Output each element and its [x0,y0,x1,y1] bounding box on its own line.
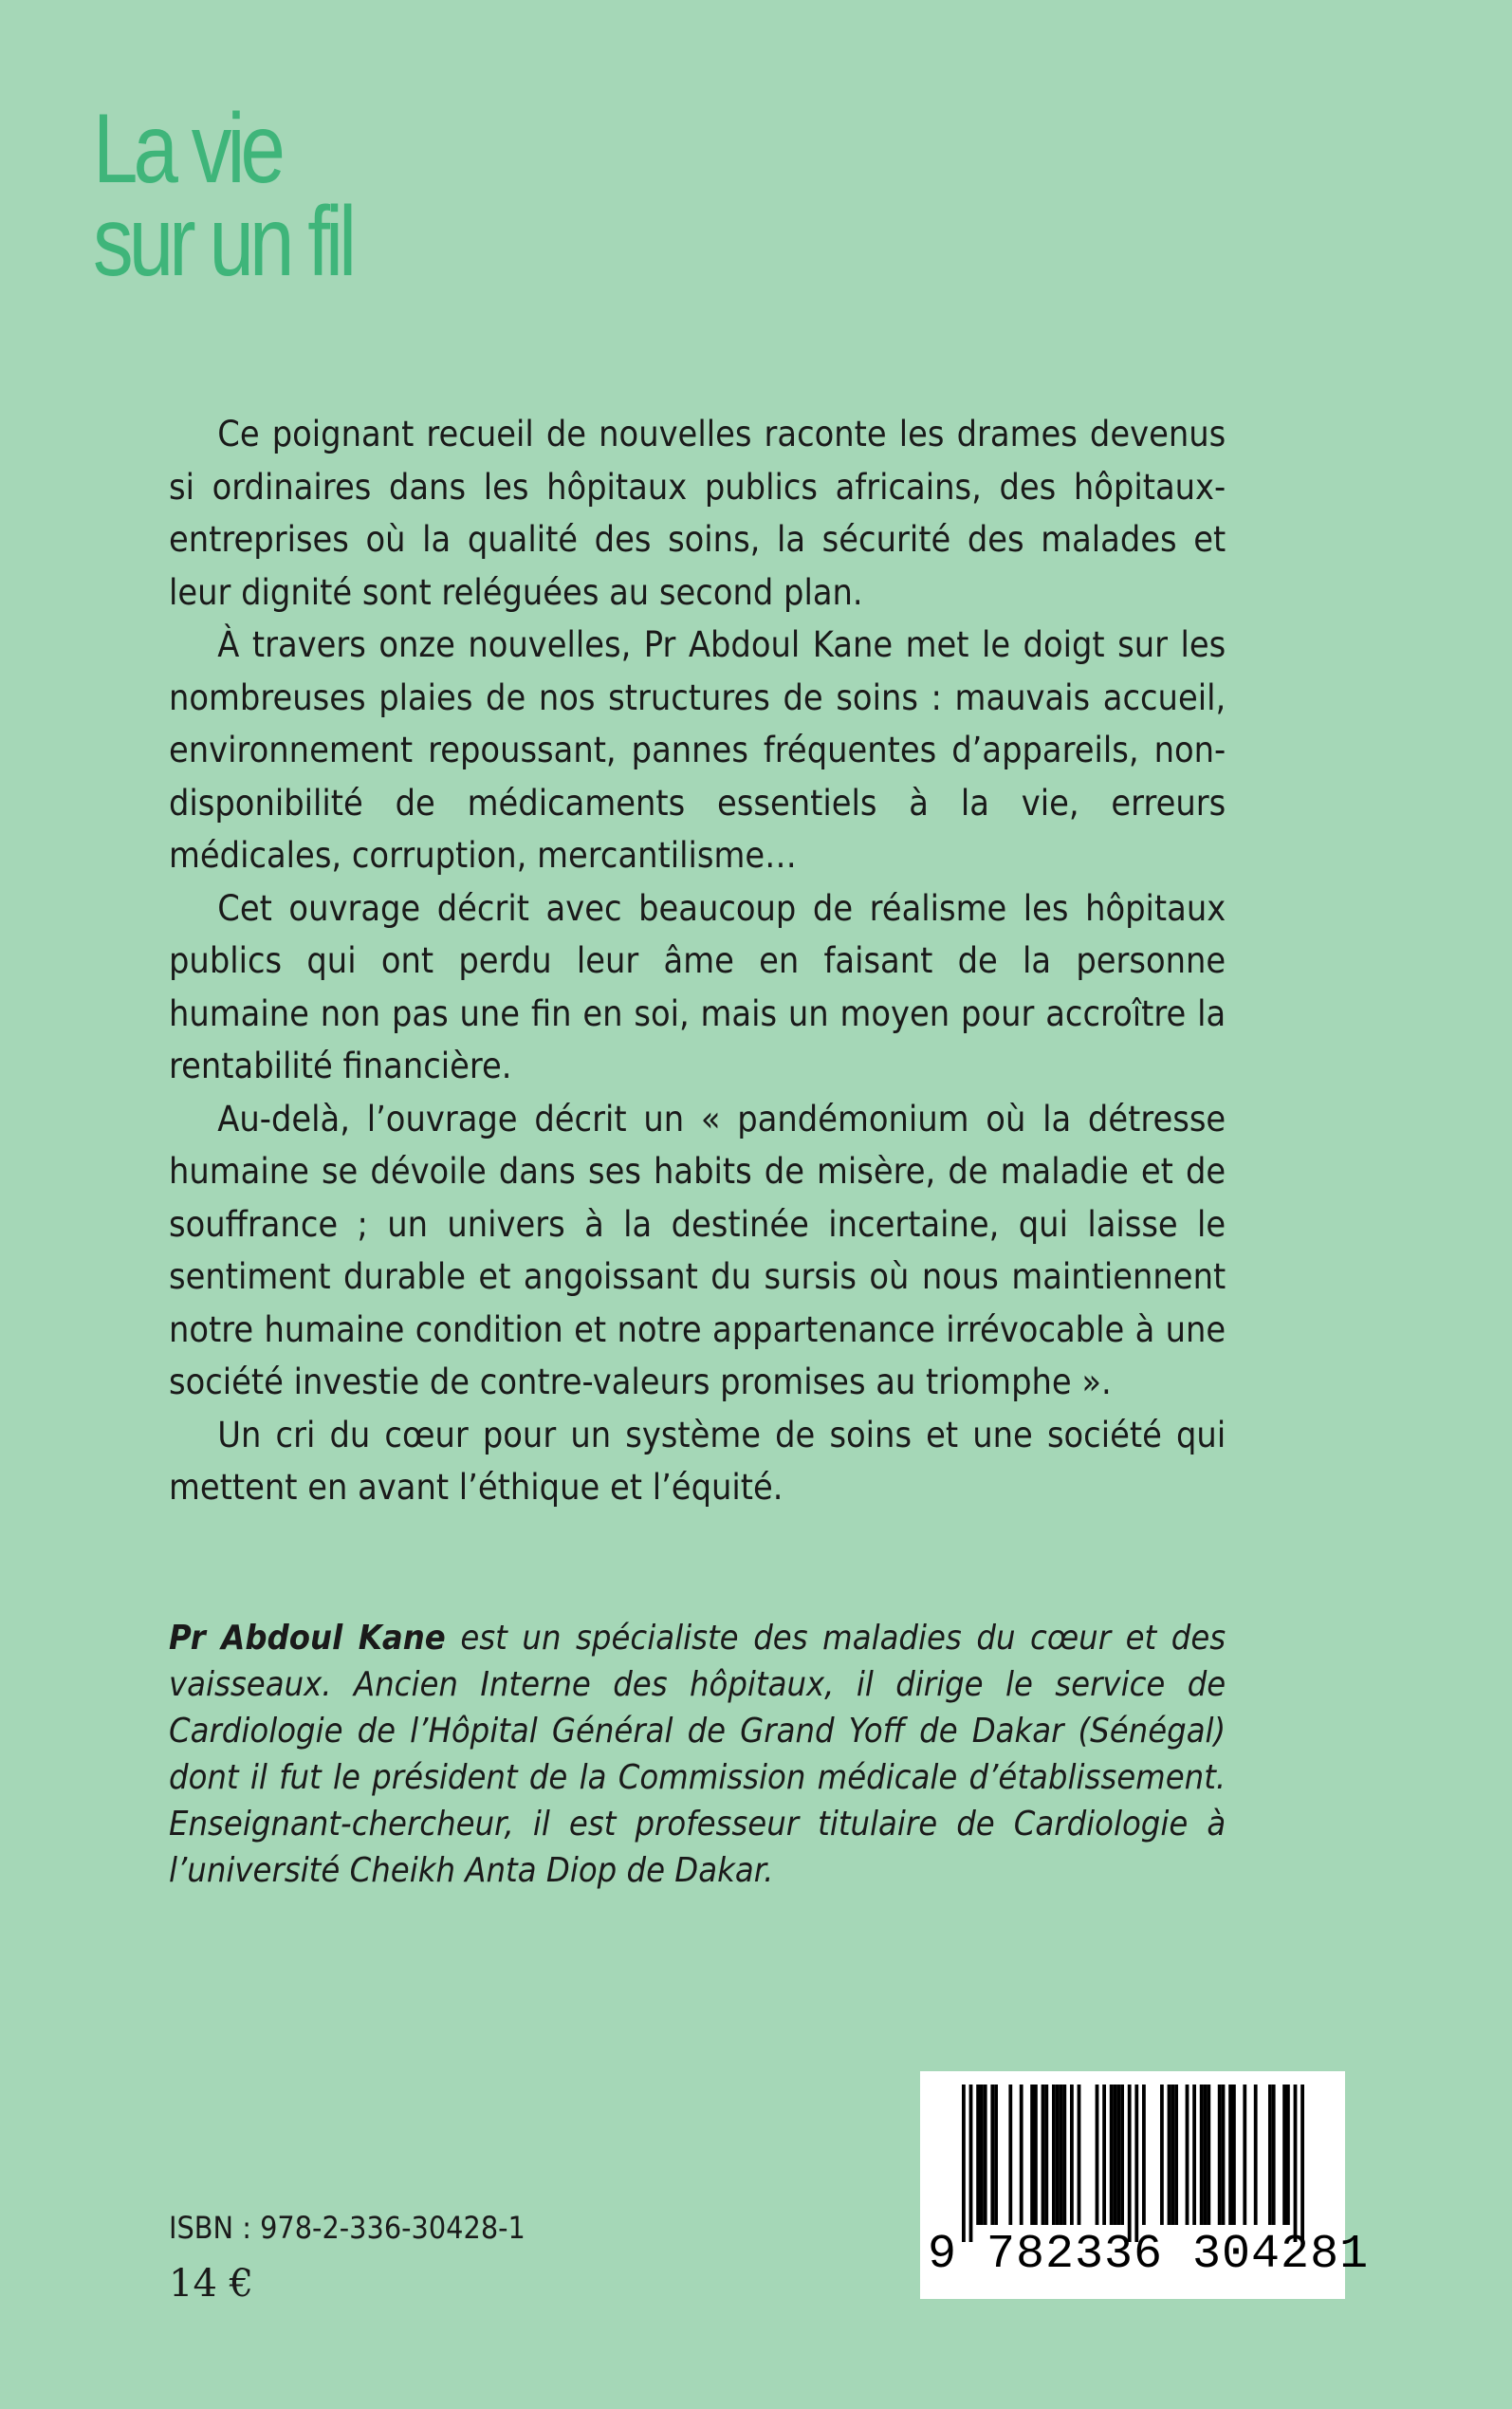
barcode-bar [1044,2085,1048,2225]
barcode-bar [1078,2085,1081,2225]
barcode-bar [1186,2085,1189,2225]
barcode-number: 9 782336 304281 [928,2228,1370,2282]
barcode-bar [1008,2085,1012,2225]
barcode-bar [1300,2085,1304,2242]
book-title [93,94,353,297]
blurb-paragraph: Au-delà, l’ouvrage décrit un « pandémonium où la détresse humaine se dévoile dans ses habits de misère, de maladie et de souffrance ; un univers à la destinée incertaine, qui laisse le sentiment durable et angoissant du sursis où nous maintiennent notre humaine condition et notre appartenance irrévocable à une société investie de contre-valeurs promises au triomphe ». [169,1097,1226,1402]
barcode-bar [1052,2085,1056,2225]
title-line-2: sur un fil [93,187,353,297]
barcode-bar [1218,2085,1222,2225]
blurb-paragraph: Un cri du cœur pour un système de soins et une société qui mettent en avant l’éthique et l’équité. [169,1413,1226,1508]
barcode-bar [994,2085,998,2225]
barcode-bar [1110,2085,1114,2225]
barcode-bar [1168,2085,1171,2225]
barcode [920,2071,1370,2299]
barcode-bar [1128,2085,1132,2242]
barcode-bar [976,2085,980,2225]
barcode-bar [1204,2085,1208,2225]
barcode-bar [1116,2085,1120,2225]
barcode-bar [1228,2085,1232,2225]
barcode-bar [1200,2085,1204,2225]
barcode-bar [990,2085,994,2225]
barcode-bar [1114,2085,1117,2225]
author-bio-text: est un spécialiste des maladies du cœur et des vaisseaux. Ancien Interne des hôpitaux, il dirige le service de Cardiologie de l’Hôpital Général de Grand Yoff de Dakar (Sénégal) dont il fut le président de la Commission médicale d’établissement. Enseignant-chercheur, il est professeur titulaire de Cardiologie à l’université Cheikh Anta Diop de Dakar. [169,1619,1226,1890]
barcode-bar [1030,2085,1034,2225]
barcode-bar [969,2085,973,2242]
author-bio [169,1615,1226,1894]
barcode-bar [1222,2085,1226,2225]
barcode-bar [1070,2085,1074,2225]
barcode-bar [1192,2085,1196,2225]
barcode-bar [1060,2085,1063,2225]
blurb-paragraph: Cet ouvrage décrit avec beaucoup de réalisme les hôpitaux publics qui ont perdu leur âme en faisant de la personne humaine non pas une fin en soi, mais un moyen pour accroître la rentabilité financière. [169,886,1226,1086]
barcode-bar [1034,2085,1038,2225]
barcode-bar [980,2085,984,2225]
barcode-bar [1286,2085,1290,2225]
barcode-bar [1134,2085,1138,2242]
barcode-bar [1096,2085,1099,2225]
back-cover-blurb [169,408,1226,1514]
barcode-bar [1232,2085,1236,2225]
barcode-bar [1207,2085,1210,2225]
barcode-bar [1254,2085,1258,2225]
barcode-bar [1020,2085,1023,2225]
title-line-1: La vie [93,94,282,204]
barcode-bar [1160,2085,1164,2225]
barcode-bar [1294,2085,1298,2242]
barcode-bar [1142,2085,1146,2225]
isbn: ISBN : 978-2-336-30428-1 [169,2210,526,2246]
barcode-bar [1062,2085,1066,2225]
blurb-paragraph: À travers onze nouvelles, Pr Abdoul Kane met le doigt sur les nombreuses plaies de nos structures de soins : mauvais accueil, environnement repoussant, pannes fréquentes d’appareils, non-disponibilité de médicaments essentiels à la vie, erreurs médicales, corruption, mercantilisme… [169,623,1226,876]
barcode-bar [1120,2085,1124,2225]
barcode-bar [1102,2085,1106,2225]
author-name: Pr Abdoul Kane [169,1619,446,1658]
barcode-bar [1272,2085,1276,2225]
barcode-bar [1171,2085,1174,2225]
barcode-bar [1042,2085,1045,2225]
barcode-bar [1174,2085,1178,2225]
price: 14 € [169,2262,254,2306]
barcode-bar [1243,2085,1246,2225]
author-bio-paragraph [169,1615,1226,1894]
barcode-bar [1282,2085,1286,2225]
barcode-bar [1268,2085,1272,2225]
barcode-bar [1056,2085,1060,2225]
blurb-paragraph: Ce poignant recueil de nouvelles raconte les drames devenus si ordinaires dans les hôpitaux publics africains, des hôpitaux-entreprises où la qualité des soins, la sécurité des malades et leur dignité sont reléguées au second plan. [169,413,1226,613]
barcode-bar [962,2085,966,2242]
barcode-bar [984,2085,987,2225]
